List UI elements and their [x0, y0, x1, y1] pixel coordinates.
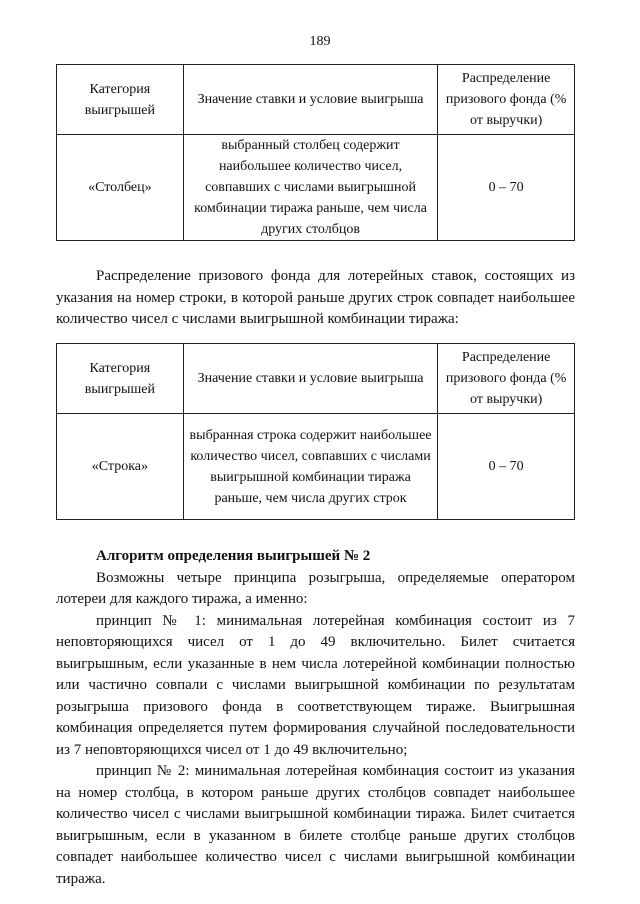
algorithm-section: [56, 546, 575, 890]
header-category: Категория выигрышей: [57, 65, 184, 135]
intro-text: Распределение призового фонда для лотерейных ставок, состоящих из указания на номер строки, в которой раньше других строк совпадет наибольшее количество чисел с числами выигрышной комбинации тиража:: [56, 268, 575, 327]
prize-table-column: [56, 64, 575, 241]
paragraph: Возможны четыре принципа розыгрыша, определяемые оператором лотереи для каждого тиража, а именно:: [56, 569, 575, 607]
prize-table-row: [56, 343, 575, 520]
header-condition: Значение ставки и условие выигрыша: [183, 65, 438, 135]
paragraph: принцип № 1: минимальная лотерейная комбинация состоит из 7 неповторяющихся чисел от 1 до 49 включительно. Билет считается выигрышным, если указанные в нем числа лотерейной комбинации полностью или частично совпали с числами выигрышной комбинации по результатам розыгрыша призового фонда в соответствующем тираже. Выигрышная комбинация определяется путем формирования случайной последовательности из 7 неповторяющихся чисел от 1 до 49 включительно;: [56, 612, 575, 758]
intro-paragraph: [56, 266, 575, 331]
paragraph: принцип № 2: минимальная лотерейная комбинация состоит из указания на номер столбца, в котором раньше других столбцов совпадет наибольшее количество чисел с числами выигрышной комбинации тиража. Билет считается выигрышным, если в указанном в билете столбце раньше других столбцов совпадет наибольшее количество чисел с числами выигрышной комбинации тиража.: [56, 763, 575, 887]
table-row: [57, 414, 575, 520]
cell-distribution: 0 – 70: [438, 414, 575, 520]
table-header-row: [57, 65, 575, 135]
section-heading: Алгоритм определения выигрышей № 2: [96, 548, 371, 564]
header-condition: Значение ставки и условие выигрыша: [183, 344, 438, 414]
cell-condition: выбранная строка содержит наибольшее количество чисел, совпавших с числами выигрышной комбинации тиража раньше, чем числа других строк: [183, 414, 438, 520]
table-row: [57, 135, 575, 241]
header-distribution: Распределение призового фонда (% от выручки): [438, 344, 575, 414]
cell-condition: выбранный столбец содержит наибольшее количество чисел, совпавших с числами выигрышной комбинации тиража раньше, чем числа других столбцов: [183, 135, 438, 241]
cell-category: «Столбец»: [57, 135, 184, 241]
cell-distribution: 0 – 70: [438, 135, 575, 241]
header-distribution: Распределение призового фонда (% от выручки): [438, 65, 575, 135]
page-number: 189: [309, 34, 331, 49]
header-category: Категория выигрышей: [57, 344, 184, 414]
cell-category: «Строка»: [57, 414, 184, 520]
table-header-row: [57, 344, 575, 414]
